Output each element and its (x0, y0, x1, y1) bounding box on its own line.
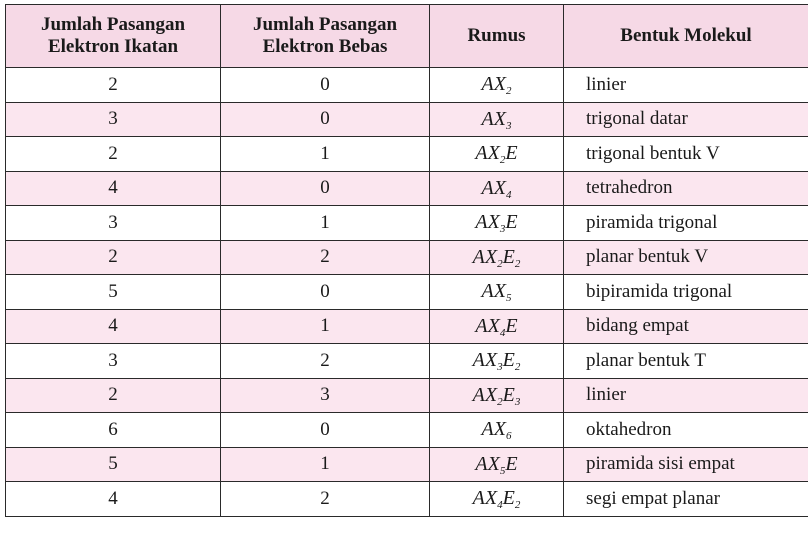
formula-symbol: AX (481, 280, 506, 303)
table-row (6, 413, 808, 448)
formula-symbol: AX (472, 383, 498, 406)
molecular-shape-cell: linier (564, 378, 808, 413)
bonding-pairs-cell: 4 (6, 171, 221, 206)
lone-pairs-cell: 2 (221, 344, 430, 379)
table-row (6, 447, 808, 482)
header-row (6, 5, 808, 68)
table-row (6, 378, 808, 413)
header-line: Bentuk Molekul (620, 25, 752, 46)
formula-symbol: E (502, 349, 515, 372)
bonding-pairs-cell: 4 (6, 309, 221, 344)
lone-pairs-cell: 0 (221, 68, 430, 103)
formula-subscript: 2 (499, 154, 506, 167)
lone-pairs-cell: 1 (221, 309, 430, 344)
formula-cell (430, 482, 564, 517)
bonding-pairs-cell: 5 (6, 275, 221, 310)
lone-pairs-cell: 0 (221, 413, 430, 448)
formula-cell (430, 102, 564, 137)
formula-subscript: 3 (497, 361, 503, 374)
formula-symbol: AX (475, 452, 500, 475)
molecular-shape-cell: piramida trigonal (564, 206, 808, 241)
formula-symbol: AX (481, 107, 506, 130)
lone-pairs-cell: 0 (221, 102, 430, 137)
formula-cell (430, 344, 564, 379)
formula-symbol: AX (472, 245, 498, 268)
lone-pairs-cell: 3 (221, 378, 430, 413)
formula-subscript: 3 (514, 395, 521, 408)
bonding-pairs-cell: 3 (6, 206, 221, 241)
molecular-shape-cell: bidang empat (564, 309, 808, 344)
formula-subscript: 5 (499, 464, 506, 477)
header-bonding-pairs (6, 5, 221, 68)
header-line: Jumlah Pasangan (40, 14, 186, 35)
formula-cell (430, 137, 564, 172)
header-line: Rumus (467, 25, 526, 46)
molecular-shape-cell: segi empat planar (564, 482, 808, 517)
formula-subscript: 2 (497, 257, 503, 270)
formula-cell (430, 68, 564, 103)
formula-subscript: 4 (505, 188, 512, 201)
formula-symbol: AX (472, 349, 498, 372)
formula-cell (430, 413, 564, 448)
lone-pairs-cell: 1 (221, 137, 430, 172)
molecular-shape-cell: piramida sisi empat (564, 447, 808, 482)
bonding-pairs-cell: 5 (6, 447, 221, 482)
formula-subscript: 2 (514, 499, 521, 512)
formula-subscript: 3 (505, 119, 512, 132)
table-row (6, 309, 808, 344)
table-row (6, 240, 808, 275)
bonding-pairs-cell: 4 (6, 482, 221, 517)
table-row (6, 102, 808, 137)
table-row (6, 482, 808, 517)
molecular-shape-cell: planar bentuk V (564, 240, 808, 275)
molecular-shape-cell: bipiramida trigonal (564, 275, 808, 310)
molecular-shape-cell: trigonal datar (564, 102, 808, 137)
formula-cell (430, 447, 564, 482)
formula-cell (430, 378, 564, 413)
bonding-pairs-cell: 2 (6, 137, 221, 172)
formula-subscript: 5 (505, 292, 512, 305)
header-line: Elektron Ikatan (47, 36, 179, 57)
bonding-pairs-cell: 2 (6, 68, 221, 103)
bonding-pairs-cell: 2 (6, 378, 221, 413)
formula-subscript: 2 (505, 85, 512, 98)
lone-pairs-cell: 1 (221, 206, 430, 241)
formula-symbol: E (505, 314, 518, 337)
table-row (6, 275, 808, 310)
bonding-pairs-cell: 2 (6, 240, 221, 275)
bonding-pairs-cell: 3 (6, 344, 221, 379)
molecular-shape-cell: oktahedron (564, 413, 808, 448)
formula-cell (430, 171, 564, 206)
formula-symbol: E (502, 383, 515, 406)
formula-cell (430, 275, 564, 310)
molecular-shape-cell: trigonal bentuk V (564, 137, 808, 172)
formula-subscript: 2 (514, 361, 521, 374)
table-row (6, 137, 808, 172)
molecular-shape-table (5, 4, 808, 517)
header-formula (430, 5, 564, 68)
formula-cell (430, 309, 564, 344)
formula-subscript: 4 (499, 326, 506, 339)
formula-symbol: E (502, 245, 515, 268)
formula-symbol: AX (475, 314, 500, 337)
lone-pairs-cell: 0 (221, 171, 430, 206)
table-row (6, 344, 808, 379)
lone-pairs-cell: 2 (221, 482, 430, 517)
formula-subscript: 4 (497, 499, 503, 512)
formula-symbol: AX (472, 487, 498, 510)
formula-symbol: E (505, 452, 518, 475)
bonding-pairs-cell: 3 (6, 102, 221, 137)
table-body (6, 68, 808, 517)
formula-symbol: AX (475, 211, 500, 234)
lone-pairs-cell: 2 (221, 240, 430, 275)
molecular-shape-cell: planar bentuk T (564, 344, 808, 379)
table-row (6, 171, 808, 206)
header-line: Elektron Bebas (262, 36, 388, 57)
formula-symbol: AX (481, 176, 506, 199)
formula-cell (430, 240, 564, 275)
header-lone-pairs (221, 5, 430, 68)
formula-subscript: 6 (505, 430, 512, 443)
formula-symbol: E (505, 142, 518, 165)
formula-symbol: AX (475, 142, 500, 165)
header-molecular-shape (564, 5, 808, 68)
lone-pairs-cell: 1 (221, 447, 430, 482)
formula-symbol: E (505, 211, 518, 234)
bonding-pairs-cell: 6 (6, 413, 221, 448)
header-line: Jumlah Pasangan (252, 14, 398, 35)
formula-symbol: AX (481, 418, 506, 441)
formula-symbol: E (502, 487, 515, 510)
formula-subscript: 2 (497, 395, 503, 408)
lone-pairs-cell: 0 (221, 275, 430, 310)
table-row (6, 68, 808, 103)
formula-cell (430, 206, 564, 241)
molecular-shape-cell: linier (564, 68, 808, 103)
formula-symbol: AX (481, 73, 506, 96)
formula-subscript: 2 (514, 257, 521, 270)
formula-subscript: 3 (499, 223, 506, 236)
molecular-shape-cell: tetrahedron (564, 171, 808, 206)
table-header (6, 5, 808, 68)
table-row (6, 206, 808, 241)
